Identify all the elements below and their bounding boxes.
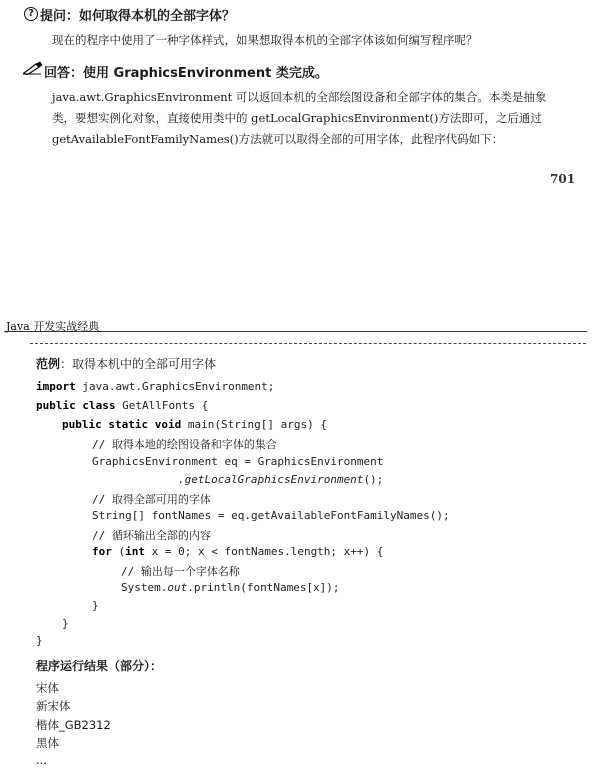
result-title: 程序运行结果（部分）： <box>36 659 163 673</box>
code-line: for (int x = 0; x < fontNames.length; x++) { <box>92 545 384 558</box>
code-line: GraphicsEnvironment eq = GraphicsEnvironment <box>92 455 384 468</box>
header-rule <box>4 331 587 332</box>
code-line: String[] fontNames = eq.getAvailableFontFamilyNames(); <box>92 509 450 522</box>
result-item: 新宋体 <box>36 699 71 713</box>
result-item: 黑体 <box>36 736 59 750</box>
code-brace: } <box>62 617 69 630</box>
code-line: .getLocalGraphicsEnvironment(); <box>178 473 384 486</box>
answer-title: 回答：使用 GraphicsEnvironment 类完成。 <box>44 66 328 81</box>
answer-line: java.awt.GraphicsEnvironment 可以返回本机的全部绘图设备和全部字体的集合。本类是抽象 <box>52 90 547 104</box>
example-title <box>36 355 216 372</box>
code-brace: } <box>36 634 43 647</box>
example-label: 范例 <box>36 357 61 371</box>
question-body: 现在的程序中使用了一种字体样式，如果想取得本机的全部字体该如何编写程序呢？ <box>52 33 478 47</box>
result-item: 楷体_GB2312 <box>36 718 111 732</box>
code-comment: // 输出每一个字体名称 <box>121 565 240 578</box>
code-comment: // 取得全部可用的字体 <box>92 493 211 506</box>
dashed-rule <box>30 343 586 344</box>
result-item: ... <box>36 753 47 767</box>
code-comment: // 取得本地的绘图设备和字体的集合 <box>92 438 277 451</box>
code-line: import java.awt.GraphicsEnvironment; <box>36 380 275 393</box>
question-title: 提问：如何取得本机的全部字体？ <box>40 9 236 24</box>
example-title-text: ：取得本机中的全部可用字体 <box>60 357 217 371</box>
question-icon: ? <box>24 7 38 21</box>
code-line: public static void main(String[] args) { <box>62 418 327 431</box>
page-number: 701 <box>550 172 576 186</box>
code-comment: // 循环输出全部的内容 <box>92 529 211 542</box>
code-line: System.out.println(fontNames[x]); <box>121 581 340 594</box>
pen-icon <box>22 61 44 75</box>
answer-line: getAvailableFontFamilyNames()方法就可以取得全部的可用字体，此程序代码如下： <box>52 132 504 146</box>
code-line: public class GetAllFonts { <box>36 399 209 412</box>
code-brace: } <box>92 599 99 612</box>
answer-line: 类，要想实例化对象，直接使用类中的 getLocalGraphicsEnvironment()方法即可，之后通过 <box>52 111 542 125</box>
running-header: Java 开发实战经典 <box>6 320 100 333</box>
result-item: 宋体 <box>36 681 59 695</box>
